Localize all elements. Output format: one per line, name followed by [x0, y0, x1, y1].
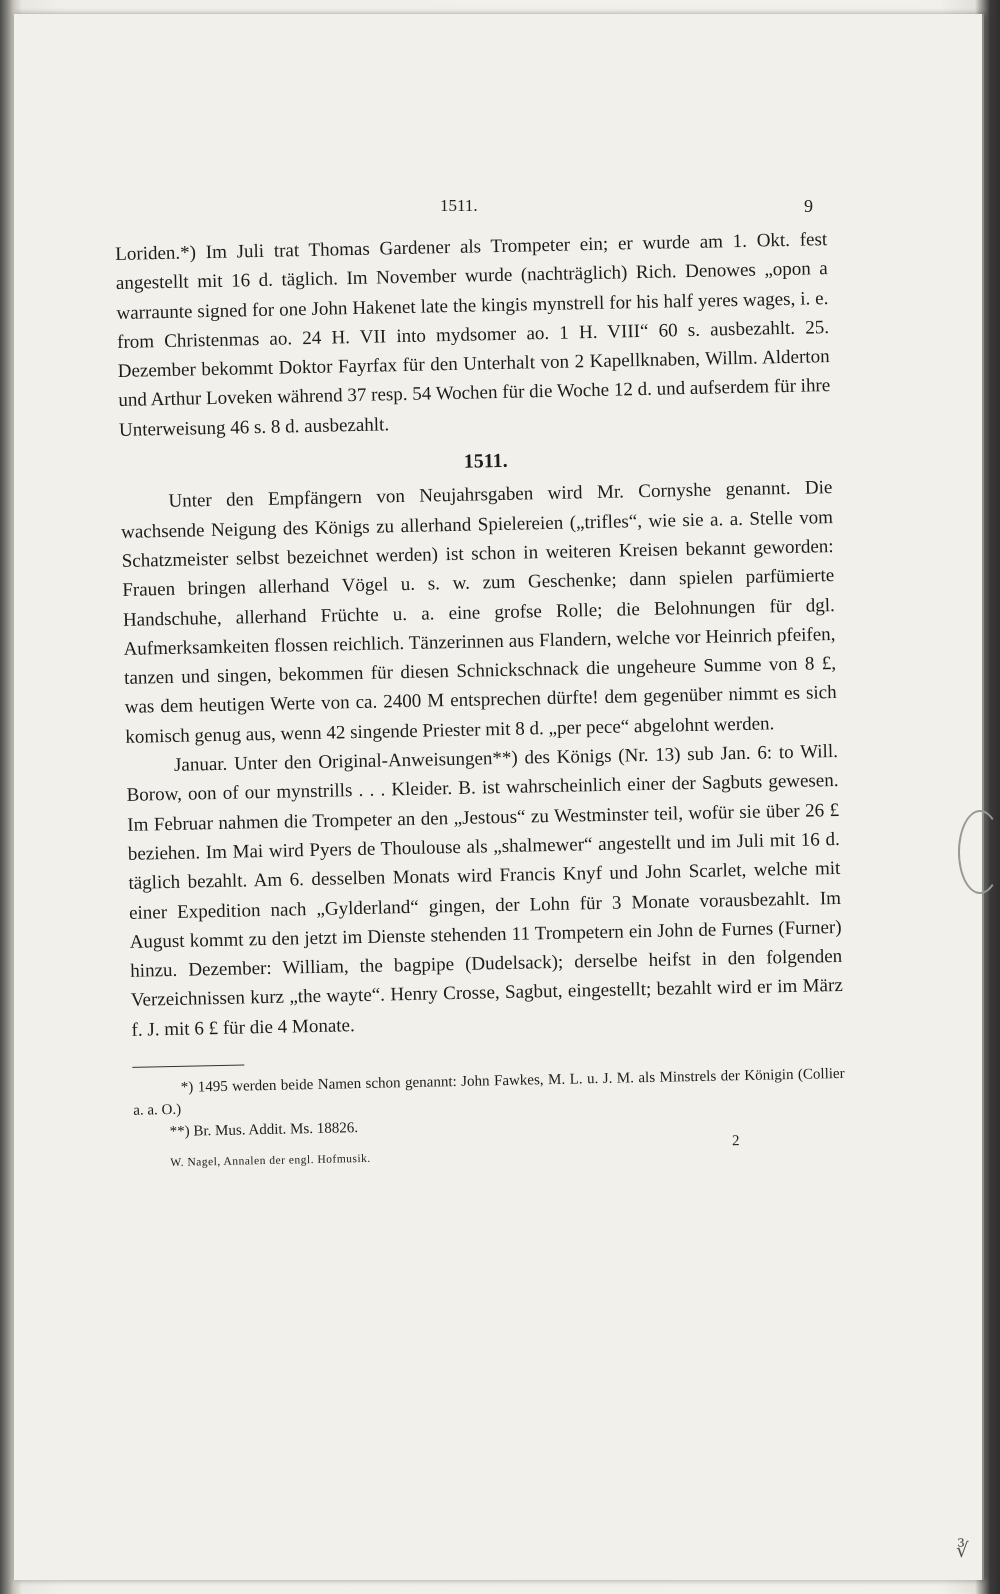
book-page	[14, 14, 984, 1580]
page-edge-stamp	[958, 810, 1000, 894]
footnote-divider	[132, 1064, 244, 1067]
footnote-1: *) 1495 werden beide Namen schon genannt: John Fawkes, M. L. u. J. M. als Minstrels der Königin (Collier a. a. O.)	[133, 1065, 845, 1119]
body-text	[115, 225, 846, 1172]
section-title: 1511.	[463, 449, 508, 473]
printer-signature: W. Nagel, Annalen der engl. Hofmusik.	[170, 1152, 371, 1170]
header-year: 1511.	[440, 196, 478, 215]
running-header	[14, 190, 982, 220]
paragraph-2: Unter den Empfängern von Neujahrsgaben wird Mr. Cornyshe genannt. Die wachsende Neigung des Königs zu allerhand Spielereien („trifles“, wie sie a. a. Stelle vom Schatzmeister selbst bezeichnet werden) ist schon in weiteren Kreisen bekannt geworden: Frauen bringen allerhand Vögel u. s. w. zum Geschenke; dann spielen parfümierte Handschuhe, allerhand Früchte u. a. eine grofse Rolle; die Belohnungen für dgl. Aufmerksamkeiten flossen reichlich. Tänzerinnen aus Flandern, welche vor Heinrich pfeifen, tanzen und singen, bekommen für diesen Schnickschnack die ungeheure Summe von 8 £, was dem heutigen Werte von ca. 2400 M entsprechen dürfte! dem gegenüber nimmt es sich komisch genug aus, wenn 42 singende Priester mit 8 d. „per pece“ abgelohnt werden.	[120, 477, 837, 748]
paragraph-1: Loriden.*) Im Juli trat Thomas Gardener als Trompeter ein; er wurde am 1. Okt. fest angestellt mit 16 d. täglich. Im November wurde (nachträglich) Rich. Denowes „opon a warraunte signed for one John Hakenet late the kingis mynstrell for his half yeres wages, i. e. from Christenmas ao. 24 H. VII into mydsomer ao. 1 H. VIII“ 60 s. ausbezahlt. 25. Dezember bekommt Doktor Fayrfax für den Unterhalt von 2 Kapellknaben, Willm. Alderton und Arthur Loveken während 37 resp. 54 Wochen für die Woche 12 d. und aufserdem für ihre Unterweisung 46 s. 8 d. ausbezahlt.	[115, 229, 831, 441]
sheet-number: 2	[731, 1133, 741, 1150]
footnote-2: **) Br. Mus. Addit. Ms. 18826.	[169, 1120, 359, 1141]
paragraph-3: Januar. Unter den Original-Anweisungen**) des Königs (Nr. 13) sub Jan. 6: to Will. Borow, oon of our mynstrills . . . Kleider. B. ist wahrscheinlich einer der Sagbuts gewesen. Im Februar nahmen die Trompeter an den „Jestous“ zu Westminster teil, wofür sie über 26 £ beziehen. Im Mai wird Pyers de Thoulouse als „shalmewer“ angestellt und im Juli mit 16 d. täglich bezahlt. Am 6. desselben Monats wird Francis Knyf und John Scarlet, welche mit einer Expedition nach „Gylderland“ gingen, der Lohn für 3 Monate vorausbezahlt. Im August kommt zu den jetzt im Dienste stehenden 11 Trompetern ein John de Furnes (Furner) hinzu. Dezember: William, the bagpipe (Dudelsack); derselbe heifst in den folgenden Verzeichnissen kurz „the wayte“. Henry Crosse, Sagbut, eingestellt; bezahlt wird er im März f. J. mit 6 £ für die 4 Monate.	[126, 741, 843, 1041]
margin-handwritten-mark: ∛	[956, 1540, 969, 1562]
page-number: 9	[804, 196, 813, 216]
